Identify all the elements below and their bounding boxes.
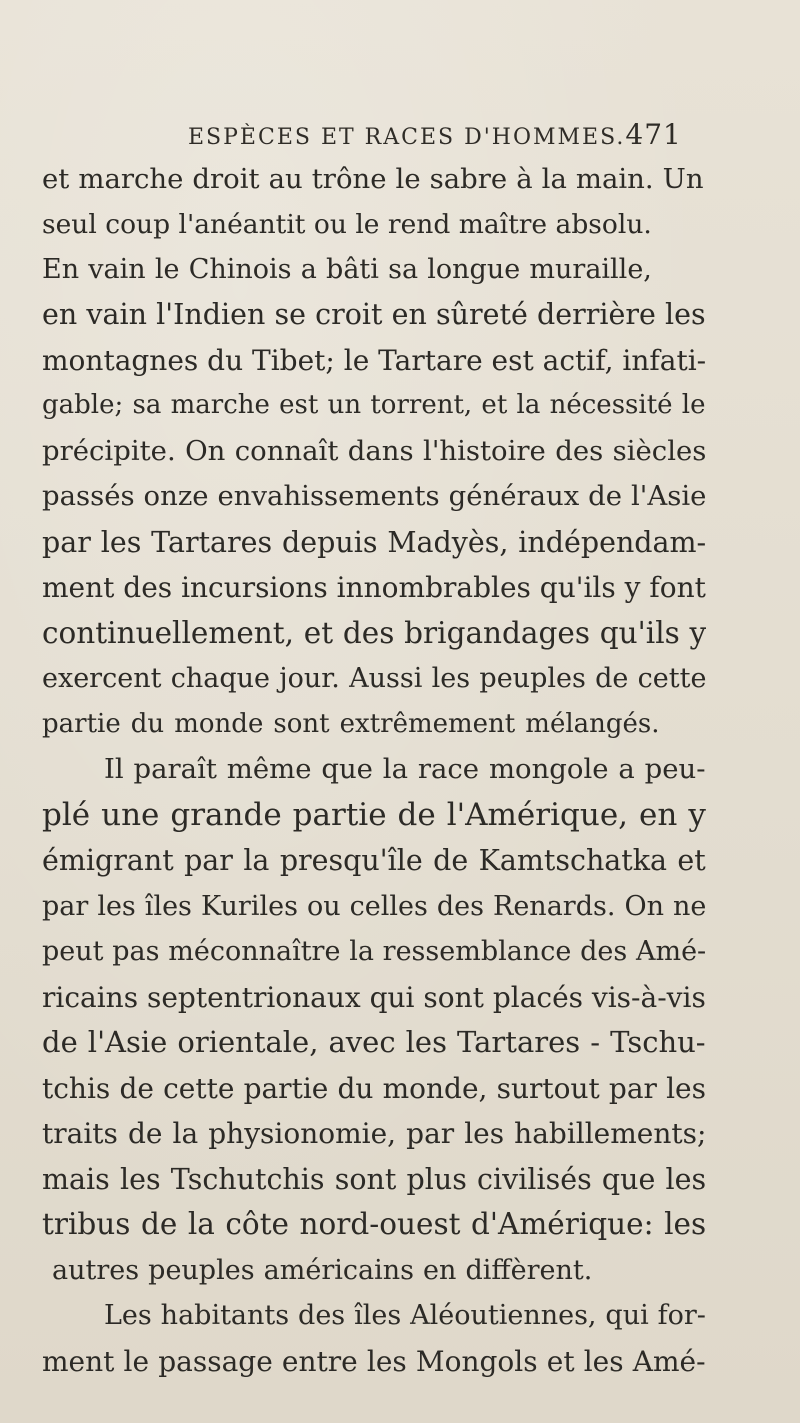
text-line: traits de la physionomie, par les habillements; <box>42 1117 706 1150</box>
text-line: émigrant par la presqu'île de Kamtschatka et <box>42 844 706 877</box>
running-head <box>188 118 682 152</box>
text-line: précipite. On connaît dans l'histoire des siècles <box>42 435 706 467</box>
text-line: continuellement, et des brigandages qu'ils y <box>42 616 706 650</box>
text-line: Il paraît même que la race mongole a peu- <box>104 753 706 785</box>
text-line: ment des incursions innombrables qu'ils y font <box>42 571 706 604</box>
text-line: partie du monde sont extrêmement mélangés. <box>42 709 660 739</box>
text-line: exercent chaque jour. Aussi les peuples de cette <box>42 663 706 694</box>
text-line: ment le passage entre les Mongols et les Amé- <box>42 1345 706 1378</box>
text-line: tribus de la côte nord-ouest d'Amérique: les <box>42 1207 706 1241</box>
text-line: peut pas méconnaître la ressemblance des Amé- <box>42 936 706 967</box>
text-line: par les îles Kuriles ou celles des Renards. On ne <box>42 891 706 922</box>
text-line: en vain l'Indien se croit en sûreté derrière les <box>42 298 706 331</box>
text-line: autres peuples américains en diffèrent. <box>52 1255 592 1286</box>
text-line: gable; sa marche est un torrent, et la nécessité le <box>42 390 706 420</box>
text-line: et marche droit au trône le sabre à la main. Un <box>42 163 704 195</box>
page-number: 471 <box>625 118 682 151</box>
text-line: tchis de cette partie du monde, surtout par les <box>42 1072 706 1105</box>
text-line: plé une grande partie de l'Amérique, en y <box>42 797 706 833</box>
running-title: ESPÈCES ET RACES D'HOMMES. <box>188 125 626 150</box>
text-line: En vain le Chinois a bâti sa longue muraille, <box>42 254 652 285</box>
text-line: seul coup l'anéantit ou le rend maître absolu. <box>42 209 652 240</box>
text-line: de l'Asie orientale, avec les Tartares - Tschu- <box>42 1025 706 1059</box>
text-line: montagnes du Tibet; le Tartare est actif, infati- <box>42 344 706 377</box>
text-line: ricains septentrionaux qui sont placés vis-à-vis <box>42 981 706 1014</box>
text-line: passés onze envahissements généraux de l'Asie <box>42 480 706 512</box>
text-line: mais les Tschutchis sont plus civilisés que les <box>42 1163 706 1196</box>
text-line: par les Tartares depuis Madyès, indépendam- <box>42 526 706 559</box>
text-line: Les habitants des îles Aléoutiennes, qui for- <box>104 1300 706 1331</box>
